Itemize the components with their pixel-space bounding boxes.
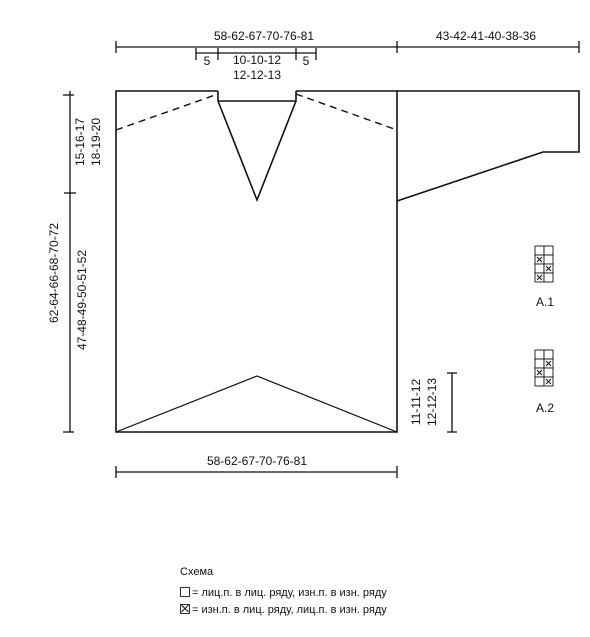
chart-cell [544, 368, 553, 377]
neck-width-label-line2: 12-12-13 [232, 68, 282, 82]
armhole-depth-label-line1: 15-16-17 [73, 117, 87, 167]
armhole-depth-dimension [64, 91, 103, 193]
empty-square-icon [180, 587, 190, 597]
total-length-label-line2: 47-48-49-50-51-52 [75, 249, 89, 351]
legend [180, 565, 213, 579]
chart-a2-label: A.2 [535, 401, 555, 415]
legend-item-purl-text: = изн.п. в лиц. ряду, лиц.п. в изн. ряду [192, 604, 387, 616]
chart-cell [535, 264, 544, 273]
neck-dimension [196, 48, 316, 82]
sleeve-length-label: 43-42-41-40-38-36 [435, 29, 537, 43]
sleeve-length-dimension [397, 29, 579, 53]
crossed-square-icon [180, 604, 190, 614]
chart-cell [544, 246, 553, 255]
split-height-dimension [409, 373, 457, 432]
top-width-label: 58-62-67-70-76-81 [213, 29, 315, 43]
top-width-dimension [116, 29, 397, 53]
chart-cell [544, 273, 553, 282]
legend-item-purl [180, 603, 387, 617]
neck-width-label-line1: 10-10-12 [232, 53, 282, 67]
sleeve-outline [397, 91, 579, 201]
chart-cell [535, 359, 544, 368]
total-length-label-line1: 62-64-66-68-70-72 [47, 222, 61, 324]
chart-a2 [535, 350, 553, 386]
split-height-label-line2: 12-12-13 [425, 377, 439, 427]
shoulder-left-label: 5 [203, 54, 211, 68]
shoulder-right-label: 5 [302, 54, 310, 68]
bottom-width-label: 58-62-67-70-76-81 [206, 454, 308, 468]
legend-title: Схема [180, 566, 214, 578]
split-height-label-line1: 11-11-12 [409, 378, 423, 426]
chart-a1 [535, 246, 553, 282]
chart-cell [535, 350, 544, 359]
bottom-width-dimension [116, 454, 397, 478]
chart-a1-label: A.1 [535, 295, 555, 309]
chart-cell [535, 377, 544, 386]
legend-item-knit-text: = лиц.п. в лиц. ряду, изн.п. в изн. ряду [192, 587, 387, 599]
legend-item-knit [180, 586, 387, 600]
chart-cell [544, 255, 553, 264]
armhole-depth-label-line2: 18-19-20 [89, 117, 103, 167]
chart-cell [535, 246, 544, 255]
chart-cell [544, 350, 553, 359]
body-outline [116, 91, 397, 432]
